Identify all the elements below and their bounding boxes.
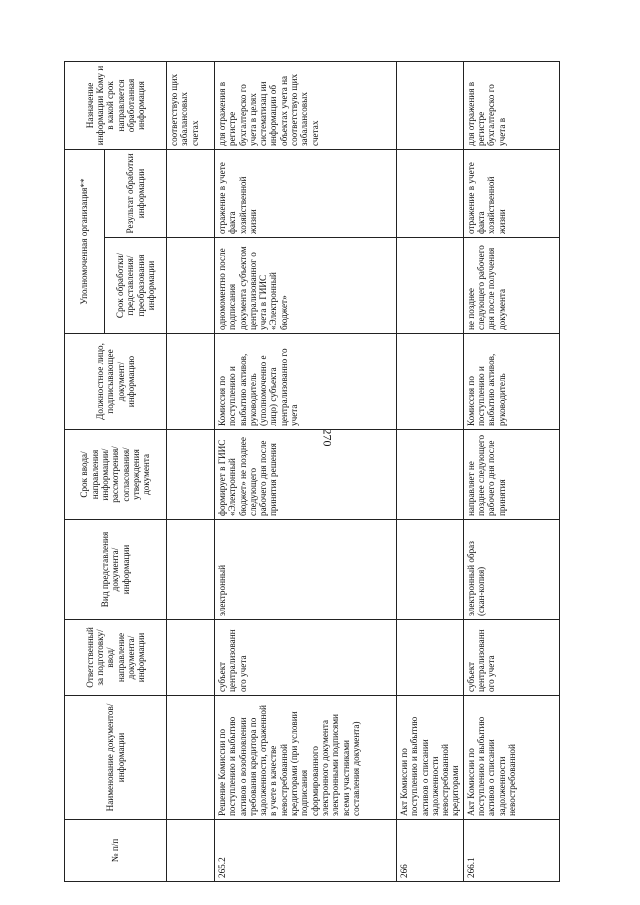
row-purpose: для отражения в регистре бухгалтерско го учета в целях систематизац ии информации об объектах учета на соответствую щих забалансовых счетах xyxy=(215,61,397,149)
continuation-purpose: соответствую щих забалансовых счетах xyxy=(167,61,215,149)
header-official: Должностное лицо, подписывающее документ/ информацию xyxy=(65,334,167,430)
row-deadline xyxy=(397,430,464,520)
header-org-term: Срок обработки/ представления/ преобразования информации xyxy=(105,238,167,334)
row-deadline: формирует в ГИИС «Электронный бюджет» не позднее следующего рабочего дня после принятия решения xyxy=(215,430,397,520)
header-view: Вид представления документа/ информации xyxy=(65,520,167,620)
header-responsible: Ответственный за подготовку/ ввод/ направление документа/ информации xyxy=(65,620,167,696)
row-official xyxy=(397,334,464,430)
row-view: электронный образ (скан-копия) xyxy=(463,520,559,620)
continuation-row xyxy=(167,61,215,881)
row-responsible: субъект централизованн ого учета xyxy=(463,620,559,696)
row-org-term: одномоментно после подписания документа субъектом централизованног о учета в ГИИС «Электронный бюджет» xyxy=(215,238,397,334)
row-official: Комиссия по поступлению и выбытию активов, руководитель xyxy=(463,334,559,430)
row-name: Акт Комиссии по поступлению и выбытию активов о списании задолженности невостребованной xyxy=(463,696,559,820)
header-num: № п/п xyxy=(65,820,167,882)
rotated-table-wrapper xyxy=(64,62,542,882)
row-org-result xyxy=(397,149,464,237)
header-purpose: Назначение информации Кому и в какой срок направляется обработанная информация xyxy=(65,61,167,149)
header-deadline: Срок ввода/ направления информации/ рассмотрения/ согласования/ утверждения документа xyxy=(65,430,167,520)
row-num: 266.1 xyxy=(463,820,559,882)
row-deadline: направляет не позднее следующего рабочего дня после принятия xyxy=(463,430,559,520)
header-org-result: Результат обработки информации xyxy=(105,149,167,237)
row-org-result: отражение в учете факта хозяйственной жизни xyxy=(463,149,559,237)
header-name: Наименование документов/информации xyxy=(65,696,167,820)
row-purpose: для отражения в регистре бухгалтерско го учета в xyxy=(463,61,559,149)
table-header-row xyxy=(65,61,105,881)
row-num: 265.2 xyxy=(215,820,397,882)
row-purpose xyxy=(397,61,464,149)
row-responsible xyxy=(397,620,464,696)
row-org-result: отражение в учете факта хозяйственной жизни xyxy=(215,149,397,237)
accounting-document-table xyxy=(64,61,560,882)
row-official: Комиссия по поступлению и выбытию активов, руководитель (уполномоченно е лицо) субъекта централизованно го учета xyxy=(215,334,397,430)
row-org-term: не позднее следующего рабочего дня после получения документа xyxy=(463,238,559,334)
row-view xyxy=(397,520,464,620)
header-org-group: Уполномоченная организация** xyxy=(65,149,105,333)
row-name: Решение Комиссии по поступлению и выбытию активов о возобновлении требования кредитора по задолженности, отраженной в учете в качестве невостребованной кредиторами (при условии подписания сформированного электронного документа электронными подписями всеми участниками составления документа) xyxy=(215,696,397,820)
row-responsible: субъект централизованн ого учета xyxy=(215,620,397,696)
page-number: 270 xyxy=(320,428,335,447)
row-name: Акт Комиссии по поступлению и выбытию активов о списании задолженности невостребованной кредиторами xyxy=(397,696,464,820)
table-row xyxy=(463,61,559,881)
row-num: 266 xyxy=(397,820,464,882)
table-row xyxy=(215,61,397,881)
row-view: электронный xyxy=(215,520,397,620)
row-org-term xyxy=(397,238,464,334)
table-row xyxy=(397,61,464,881)
